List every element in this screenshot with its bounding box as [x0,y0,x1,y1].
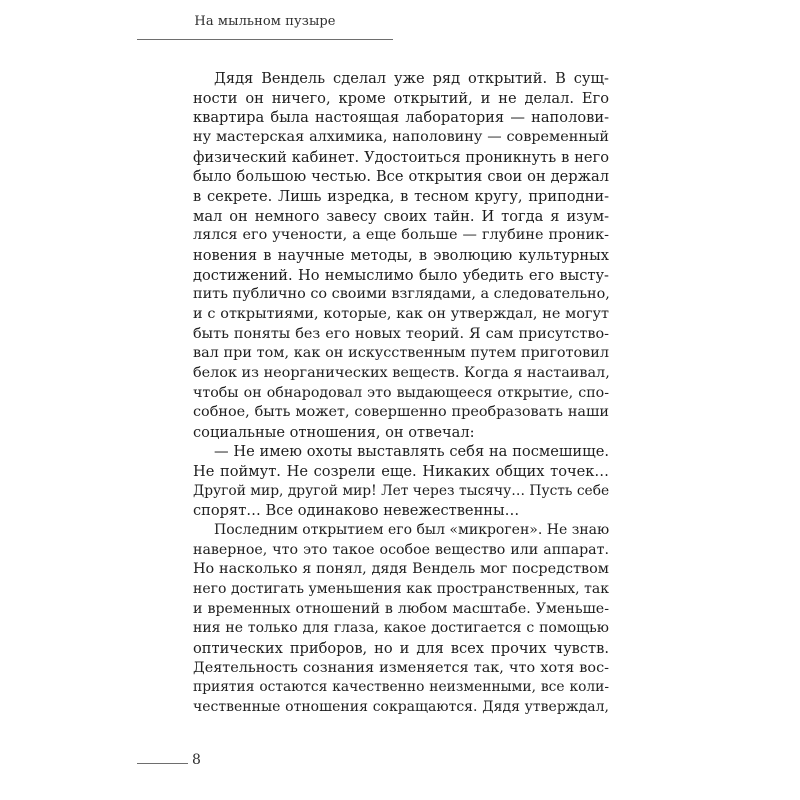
text-line: пить публично со своими взглядами, а следовательно, [193,286,610,303]
text-line: физический кабинет. Удостоиться проникнуть в него [193,148,609,166]
text-line: ности он ничего, кроме открытий, и не делал. Его [193,89,609,107]
text-line: Дядя Вендель сделал уже ряд открытий. В сущ- [214,70,609,87]
text-line: него достигать уменьшения как пространственных, так [193,581,609,598]
body-text [193,69,609,718]
text-line: Другой мир, другой мир! Лет через тысячу… Пусть себе [193,482,610,499]
page-number: 8 [192,752,201,768]
text-line: Деятельность сознания изменяется так, что хотя вос- [193,659,609,676]
text-line: было большою честью. Все открытия свои он держал [193,168,609,186]
text-line: собное, быть может, совершенно преобразовать наши [193,404,609,421]
text-line: вал при том, как он искусственным путем приготовил [193,345,609,362]
text-line: мал он немного завесу своих тайн. И тогда я изум- [193,207,609,225]
text-line: быть поняты без его новых теорий. Я сам присутство- [193,325,609,342]
text-line: и временных отношений в любом масштабе. Уменьше- [193,600,609,617]
text-line: оптических приборов, но и для всех прочих чувств. [193,640,609,658]
header-rule [137,39,393,40]
text-line: Последним открытием его был «микроген». Не знаю [214,522,610,539]
running-title: На мыльном пузыре [194,14,336,29]
text-line: чтобы он обнародовал это выдающееся открытие, спо- [193,384,609,401]
text-line: лялся его учености, а еще больше — глубине проник- [193,227,609,244]
text-line: Не поймут. Не созрели еще. Никаких общих точек… [193,463,609,481]
text-line: Но насколько я понял, дядя Вендель мог посредством [193,561,609,578]
text-line: наверное, что это такое особое вещество или аппарат. [193,541,609,558]
text-line: и с открытиями, которые, как он утверждал, не могут [193,305,609,322]
footer-rule [137,763,188,764]
text-line: чественные отношения сокращаются. Дядя утверждал, [193,699,609,715]
text-line: спорят… Все одинаково невежественны… [193,502,520,520]
text-line: квартира была настоящая лаборатория — наполови- [193,109,609,127]
text-line: социальные отношения, он отвечал: [193,423,475,441]
text-line: в секрете. Лишь изредка, в тесном кругу, приподни- [193,187,609,205]
text-line: белок из неорганических веществ. Когда я настаивал, [193,364,610,381]
text-line: ну мастерская алхимика, наполовину — современный [193,128,609,145]
text-line: ния не только для глаза, какое достигается с помощью [193,620,609,637]
text-line: новения в научные методы, в эволюцию культурных [193,246,609,264]
text-line: приятия остаются качественно неизменными, все коли- [193,679,609,696]
text-line: достижений. Но немыслимо было убедить его высту- [193,266,609,284]
text-line: — Не имею охоты выставлять себя на посмешище. [214,443,609,461]
